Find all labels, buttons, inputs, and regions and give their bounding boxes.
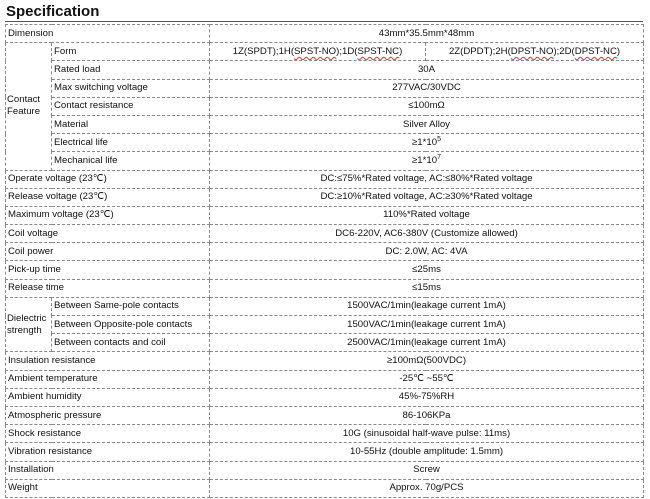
row-value: Silver Alloy (210, 115, 644, 133)
group-label-dielectric-strength: Dielectric strength (6, 297, 52, 352)
table-row (6, 243, 644, 261)
page-title: Specification (6, 3, 100, 20)
group-label-contact-feature: Contact Feature (6, 43, 52, 170)
row-value: DC: 2.0W, AC: 4VA (210, 243, 644, 261)
row-label: Ambient temperature (6, 370, 210, 388)
row-label: Form (52, 43, 210, 61)
row-value: Screw (210, 461, 644, 479)
row-value: 86-106KPa (210, 406, 644, 424)
table-row (6, 479, 644, 497)
table-row (6, 334, 644, 352)
row-label: Shock resistance (6, 425, 210, 443)
row-label: Between Opposite-pole contacts (52, 316, 210, 334)
table-row (6, 406, 644, 424)
row-label: Release voltage (23℃) (6, 188, 210, 206)
table-row (6, 279, 644, 297)
form-value-double: 2Z(DPDT);2H(DPST-NO);2D(DPST-NC) (426, 43, 644, 61)
row-label: Insulation resistance (6, 352, 210, 370)
row-label: Atmospheric pressure (6, 406, 210, 424)
row-label: Mechanical life (52, 152, 210, 170)
row-value: $\ge 1*10^7$ (210, 152, 644, 170)
row-value: 1500VAC/1min(leakage current 1mA) (210, 316, 644, 334)
row-label: Installation (6, 461, 210, 479)
form-value-single: 1Z(SPDT);1H(SPST-NO);1D(SPST-NC) (210, 43, 426, 61)
table-row (6, 225, 644, 243)
row-label: Electrical life (52, 134, 210, 152)
table-row (6, 370, 644, 388)
row-value: $\ge 1*10^5$ (210, 134, 644, 152)
row-value: DC:≥10%*Rated voltage, AC:≥30%*Rated voltage (210, 188, 644, 206)
table-row (6, 61, 644, 79)
table-row (6, 461, 644, 479)
table-row (6, 188, 644, 206)
row-value: ≤100mΩ (210, 97, 644, 115)
row-value: DC:≤75%*Rated voltage, AC:≤80%*Rated voltage (210, 170, 644, 188)
row-label: Material (52, 115, 210, 133)
table-row (6, 425, 644, 443)
table-row (6, 79, 644, 97)
row-label: Coil voltage (6, 225, 210, 243)
row-value: Approx. 70g/PCS (210, 479, 644, 497)
row-value: 1500VAC/1min(leakage current 1mA) (210, 297, 644, 315)
row-value: ≤15ms (210, 279, 644, 297)
table-row (6, 206, 644, 224)
row-label: Vibration resistance (6, 443, 210, 461)
row-label: Dimension (6, 25, 210, 43)
row-value: DC6-220V, AC6-380V (Customize allowed) (210, 225, 644, 243)
row-value: 43mm*35.5mm*48mm (210, 25, 644, 43)
row-value: 45%-75%RH (210, 388, 644, 406)
row-label: Between Same-pole contacts (52, 297, 210, 315)
table-row (6, 43, 644, 61)
row-value: 277VAC/30VDC (210, 79, 644, 97)
row-label: Maximum voltage (23℃) (6, 206, 210, 224)
table-row (6, 134, 644, 152)
row-label: Ambient humidity (6, 388, 210, 406)
table-row (6, 443, 644, 461)
table-row (6, 261, 644, 279)
row-label: Rated load (52, 61, 210, 79)
row-value: -25℃ ~55℃ (210, 370, 644, 388)
table-row (6, 352, 644, 370)
table-row (6, 115, 644, 133)
row-value: ≥100mΩ(500VDC) (210, 352, 644, 370)
table-row (6, 152, 644, 170)
row-label: Coil power (6, 243, 210, 261)
table-row (6, 316, 644, 334)
title-divider (5, 21, 643, 22)
row-value: 30A (210, 61, 644, 79)
row-value: 10G (sinusoidal half-wave pulse: 11ms) (210, 425, 644, 443)
row-label: Between contacts and coil (52, 334, 210, 352)
row-value: ≤25ms (210, 261, 644, 279)
row-label: Release time (6, 279, 210, 297)
row-label: Max switching voltage (52, 79, 210, 97)
specification-table (5, 24, 644, 498)
row-value: 110%*Rated voltage (210, 206, 644, 224)
table-row (6, 25, 644, 43)
row-label: Weight (6, 479, 210, 497)
row-label: Operate voltage (23℃) (6, 170, 210, 188)
row-label: Contact resistance (52, 97, 210, 115)
row-value: 10-55Hz (double amplitude: 1.5mm) (210, 443, 644, 461)
row-value: 2500VAC/1min(leakage current 1mA) (210, 334, 644, 352)
row-label: Pick-up time (6, 261, 210, 279)
table-row (6, 97, 644, 115)
table-row (6, 170, 644, 188)
table-row (6, 388, 644, 406)
table-row (6, 297, 644, 315)
